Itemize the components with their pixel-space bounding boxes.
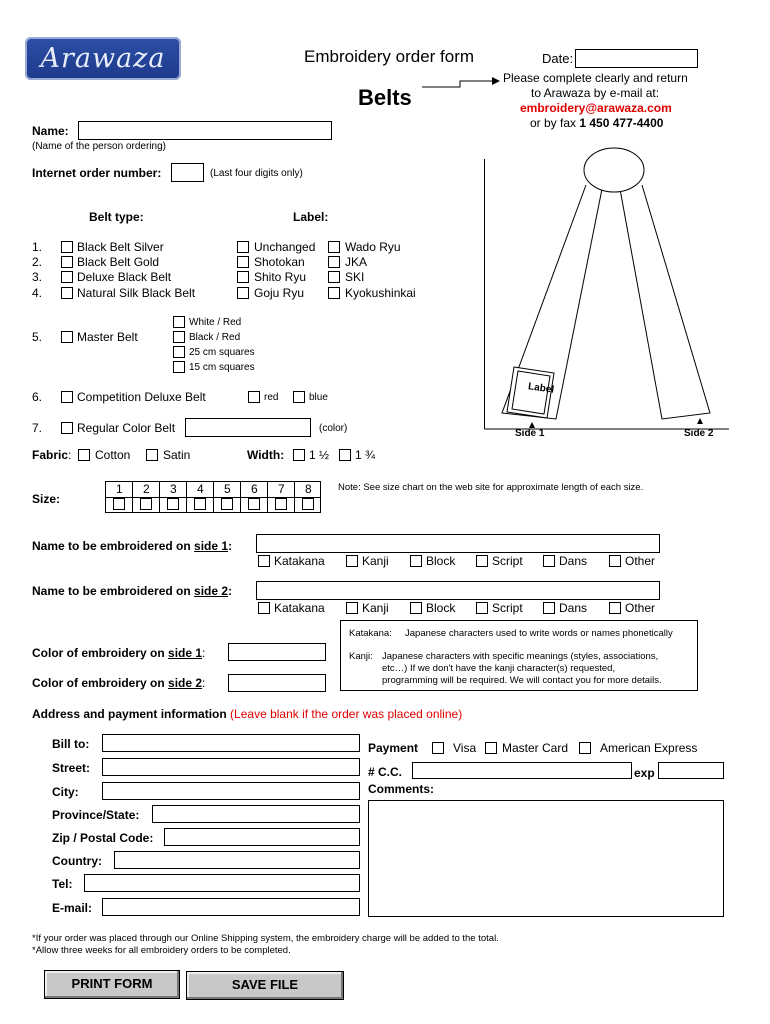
size-value: 3 <box>170 482 177 496</box>
side2-suffix: : <box>228 584 233 598</box>
address-field-label: City: <box>52 785 79 799</box>
script-checkbox[interactable] <box>258 555 270 567</box>
kanji-definition-2: etc…) If we don't have the kanji character(s) requested, <box>382 663 616 674</box>
internet-order-label: Internet order number: <box>32 166 162 180</box>
payment-checkbox[interactable] <box>485 742 497 754</box>
competition-belt-label: Competition Deluxe Belt <box>77 390 206 404</box>
internet-order-hint: (Last four digits only) <box>210 168 303 179</box>
script-option: Script <box>492 554 523 568</box>
label-option: SKI <box>345 270 365 284</box>
color1-suffix: : <box>202 646 206 660</box>
master-option-checkbox[interactable] <box>173 331 185 343</box>
label-checkbox[interactable] <box>328 241 340 253</box>
color2-suffix: : <box>202 676 206 690</box>
size-note: Note: See size chart on the web site for approximate length of each size. <box>338 482 644 493</box>
internet-order-input[interactable] <box>171 163 204 182</box>
regular-color-hint: (color) <box>319 423 348 434</box>
size-grid <box>105 481 321 513</box>
master-option-checkbox[interactable] <box>173 361 185 373</box>
kanji-term: Kanji: <box>349 651 373 662</box>
diagram-label: Label <box>527 381 555 396</box>
color1-prefix: Color of embroidery on <box>32 646 169 660</box>
color1-input[interactable] <box>228 643 326 661</box>
payment-label: Payment <box>368 741 419 755</box>
fabric-label: Fabric <box>32 448 69 462</box>
competition-belt-checkbox[interactable] <box>61 391 73 403</box>
belt-type-checkbox[interactable] <box>61 287 73 299</box>
print-form-button[interactable]: PRINT FORM <box>44 970 180 999</box>
width-label: Width: <box>247 448 285 462</box>
arrow-right-icon <box>420 73 500 91</box>
postal-code-input[interactable] <box>164 828 360 846</box>
script-option: Dans <box>559 554 588 568</box>
script-option: Block <box>426 601 456 615</box>
label-option: Unchanged <box>254 240 316 254</box>
width-option: 1 ¾ <box>355 448 376 462</box>
regular-belt-checkbox[interactable] <box>61 422 73 434</box>
width-option: 1 ½ <box>309 448 330 462</box>
diagram-side2: Side 2 <box>684 428 714 439</box>
address-field-label: Country: <box>52 854 102 868</box>
label-option: JKA <box>345 255 368 269</box>
fabric-checkbox[interactable] <box>146 449 158 461</box>
belt-num: 6. <box>32 390 43 404</box>
comments-textarea[interactable] <box>368 800 724 917</box>
save-file-button[interactable]: SAVE FILE <box>186 971 344 1000</box>
belt-type-label: Deluxe Black Belt <box>77 270 172 284</box>
script-option: Dans <box>559 601 588 615</box>
script-checkbox[interactable] <box>543 602 555 614</box>
color1-word: side 1 <box>168 646 203 660</box>
date-input[interactable] <box>575 49 698 68</box>
street-input[interactable] <box>102 758 360 776</box>
belt-type-checkbox[interactable] <box>61 256 73 268</box>
date-label: Date: <box>542 51 574 66</box>
script-option: Katakana <box>274 554 325 568</box>
label-option: Kyokushinkai <box>345 286 416 300</box>
name-hint: (Name of the person ordering) <box>32 141 166 152</box>
katakana-definition: Japanese characters used to write words or names phonetically <box>405 628 673 639</box>
side2-word: side 2 <box>194 584 229 598</box>
script-option: Other <box>625 601 656 615</box>
color-red-checkbox[interactable] <box>248 391 260 403</box>
master-option-label: White / Red <box>189 317 242 328</box>
comments-label: Comments: <box>368 782 435 796</box>
address-heading: Address and payment information <box>32 707 227 721</box>
width-checkbox[interactable] <box>293 449 305 461</box>
label-checkbox[interactable] <box>328 287 340 299</box>
script-checkbox[interactable] <box>543 555 555 567</box>
belt-type-checkbox[interactable] <box>61 271 73 283</box>
name-input[interactable] <box>78 121 332 140</box>
master-option-label: Black / Red <box>189 332 241 343</box>
label-option: Shito Ryu <box>254 270 307 284</box>
label-checkbox[interactable] <box>237 287 249 299</box>
regular-color-input[interactable] <box>185 418 311 437</box>
country-input[interactable] <box>114 851 360 869</box>
size-value: 8 <box>305 482 312 496</box>
script-option: Kanji <box>362 601 389 615</box>
size-value: 6 <box>251 482 258 496</box>
exp-label: exp <box>634 766 655 780</box>
label-option: Shotokan <box>254 255 305 269</box>
belt-type-label: Black Belt Gold <box>77 255 160 269</box>
width-checkbox[interactable] <box>339 449 351 461</box>
master-belt-label: Master Belt <box>77 330 138 344</box>
bill-to-input[interactable] <box>102 734 360 752</box>
fax-prefix: or by fax <box>530 116 577 130</box>
size-checkbox[interactable] <box>221 498 233 510</box>
belts-heading: Belts <box>358 85 412 110</box>
label-checkbox[interactable] <box>328 256 340 268</box>
contact-email[interactable]: embroidery@arawaza.com <box>520 101 672 115</box>
address-field-label: Street: <box>52 761 91 775</box>
kanji-definition-3: programming will be required. We will contact you for more details. <box>382 675 662 686</box>
email-input[interactable] <box>102 898 360 916</box>
fabric-option: Cotton <box>95 448 131 462</box>
cc-label: # C.C. <box>368 765 403 779</box>
city-input[interactable] <box>102 782 360 800</box>
master-option-checkbox[interactable] <box>173 346 185 358</box>
script-option: Katakana <box>274 601 325 615</box>
color2-prefix: Color of embroidery on <box>32 676 169 690</box>
side1-name-input[interactable] <box>256 534 660 553</box>
kanji-definition-1: Japanese characters with specific meanings (styles, associations, <box>382 651 659 662</box>
name-label: Name: <box>32 124 69 138</box>
exp-input[interactable] <box>658 762 724 779</box>
color-blue-checkbox[interactable] <box>293 391 305 403</box>
cc-input[interactable] <box>412 762 632 779</box>
payment-option: Visa <box>453 741 477 755</box>
belt-num: 2. <box>32 255 43 269</box>
belt-num: 1. <box>32 240 43 254</box>
side2-prefix: Name to be embroidered on <box>32 584 195 598</box>
tel-input[interactable] <box>84 874 360 892</box>
diagram-side1: Side 1 <box>515 428 545 439</box>
script-checkbox[interactable] <box>609 602 621 614</box>
logo-text: Arawaza <box>40 43 166 74</box>
side1-word: side 1 <box>194 539 229 553</box>
side1-suffix: : <box>228 539 233 553</box>
size-checkbox[interactable] <box>302 498 314 510</box>
script-checkbox[interactable] <box>410 555 422 567</box>
payment-option: American Express <box>600 741 698 755</box>
size-value: 2 <box>143 482 150 496</box>
size-checkbox[interactable] <box>194 498 206 510</box>
label-checkbox[interactable] <box>237 271 249 283</box>
arawaza-logo <box>25 37 181 80</box>
label-checkbox[interactable] <box>328 271 340 283</box>
script-option: Block <box>426 554 456 568</box>
address-field-label: Province/State: <box>52 808 140 822</box>
return-line-1: Please complete clearly and return <box>503 71 688 85</box>
color2-input[interactable] <box>228 674 326 692</box>
size-checkbox[interactable] <box>248 498 260 510</box>
belt-type-heading: Belt type: <box>89 210 144 224</box>
color-red-label: red <box>264 392 279 403</box>
payment-checkbox[interactable] <box>579 742 591 754</box>
master-option-label: 15 cm squares <box>189 362 255 373</box>
size-checkbox[interactable] <box>140 498 152 510</box>
side2-name-input[interactable] <box>256 581 660 600</box>
color-blue-label: blue <box>309 392 328 403</box>
address-field-label: E-mail: <box>52 901 93 915</box>
regular-belt-label: Regular Color Belt <box>77 421 176 435</box>
address-field-label: Zip / Postal Code: <box>52 831 154 845</box>
side1-prefix: Name to be embroidered on <box>32 539 195 553</box>
belt-num: 7. <box>32 421 43 435</box>
label-checkbox[interactable] <box>237 241 249 253</box>
script-checkbox[interactable] <box>346 602 358 614</box>
belt-type-label: Natural Silk Black Belt <box>77 286 196 300</box>
script-checkbox[interactable] <box>346 555 358 567</box>
script-checkbox[interactable] <box>258 602 270 614</box>
address-field-label: Tel: <box>52 877 73 891</box>
color2-word: side 2 <box>168 676 203 690</box>
return-line-2: to Arawaza by e-mail at: <box>531 86 660 100</box>
footnote: *If your order was placed through our Online Shipping system, the embroidery charge will be added to the total. <box>32 933 499 944</box>
label-heading: Label: <box>293 210 329 224</box>
script-option: Script <box>492 601 523 615</box>
script-checkbox[interactable] <box>476 602 488 614</box>
label-option: Goju Ryu <box>254 286 305 300</box>
size-value: 4 <box>197 482 204 496</box>
belt-num: 5. <box>32 330 43 344</box>
belt-num: 3. <box>32 270 43 284</box>
belt-type-label: Black Belt Silver <box>77 240 164 254</box>
footnote: *Allow three weeks for all embroidery orders to be completed. <box>32 945 291 956</box>
master-belt-checkbox[interactable] <box>61 331 73 343</box>
label-checkbox[interactable] <box>237 256 249 268</box>
belt-type-checkbox[interactable] <box>61 241 73 253</box>
size-label: Size: <box>32 492 61 506</box>
fax-number: 1 450 477-4400 <box>579 116 664 130</box>
province-input[interactable] <box>152 805 360 823</box>
size-value: 5 <box>224 482 231 496</box>
script-option: Other <box>625 554 656 568</box>
fabric-checkbox[interactable] <box>78 449 90 461</box>
script-checkbox[interactable] <box>410 602 422 614</box>
belt-num: 4. <box>32 286 43 300</box>
address-field-label: Bill to: <box>52 737 90 751</box>
master-option-label: 25 cm squares <box>189 347 255 358</box>
master-option-checkbox[interactable] <box>173 316 185 328</box>
script-checkbox[interactable] <box>609 555 621 567</box>
fabric-option: Satin <box>163 448 191 462</box>
script-info-box <box>340 620 698 691</box>
payment-checkbox[interactable] <box>432 742 444 754</box>
label-option: Wado Ryu <box>345 240 401 254</box>
size-value: 1 <box>116 482 123 496</box>
script-checkbox[interactable] <box>476 555 488 567</box>
payment-option: Master Card <box>502 741 569 755</box>
katakana-term: Katakana: <box>349 628 392 639</box>
size-value: 7 <box>278 482 285 496</box>
size-checkbox[interactable] <box>113 498 125 510</box>
form-title: Embroidery order form <box>304 47 475 66</box>
script-option: Kanji <box>362 554 389 568</box>
address-note: (Leave blank if the order was placed online) <box>230 707 463 721</box>
belt-diagram <box>484 145 730 445</box>
size-checkbox[interactable] <box>167 498 179 510</box>
size-checkbox[interactable] <box>275 498 287 510</box>
